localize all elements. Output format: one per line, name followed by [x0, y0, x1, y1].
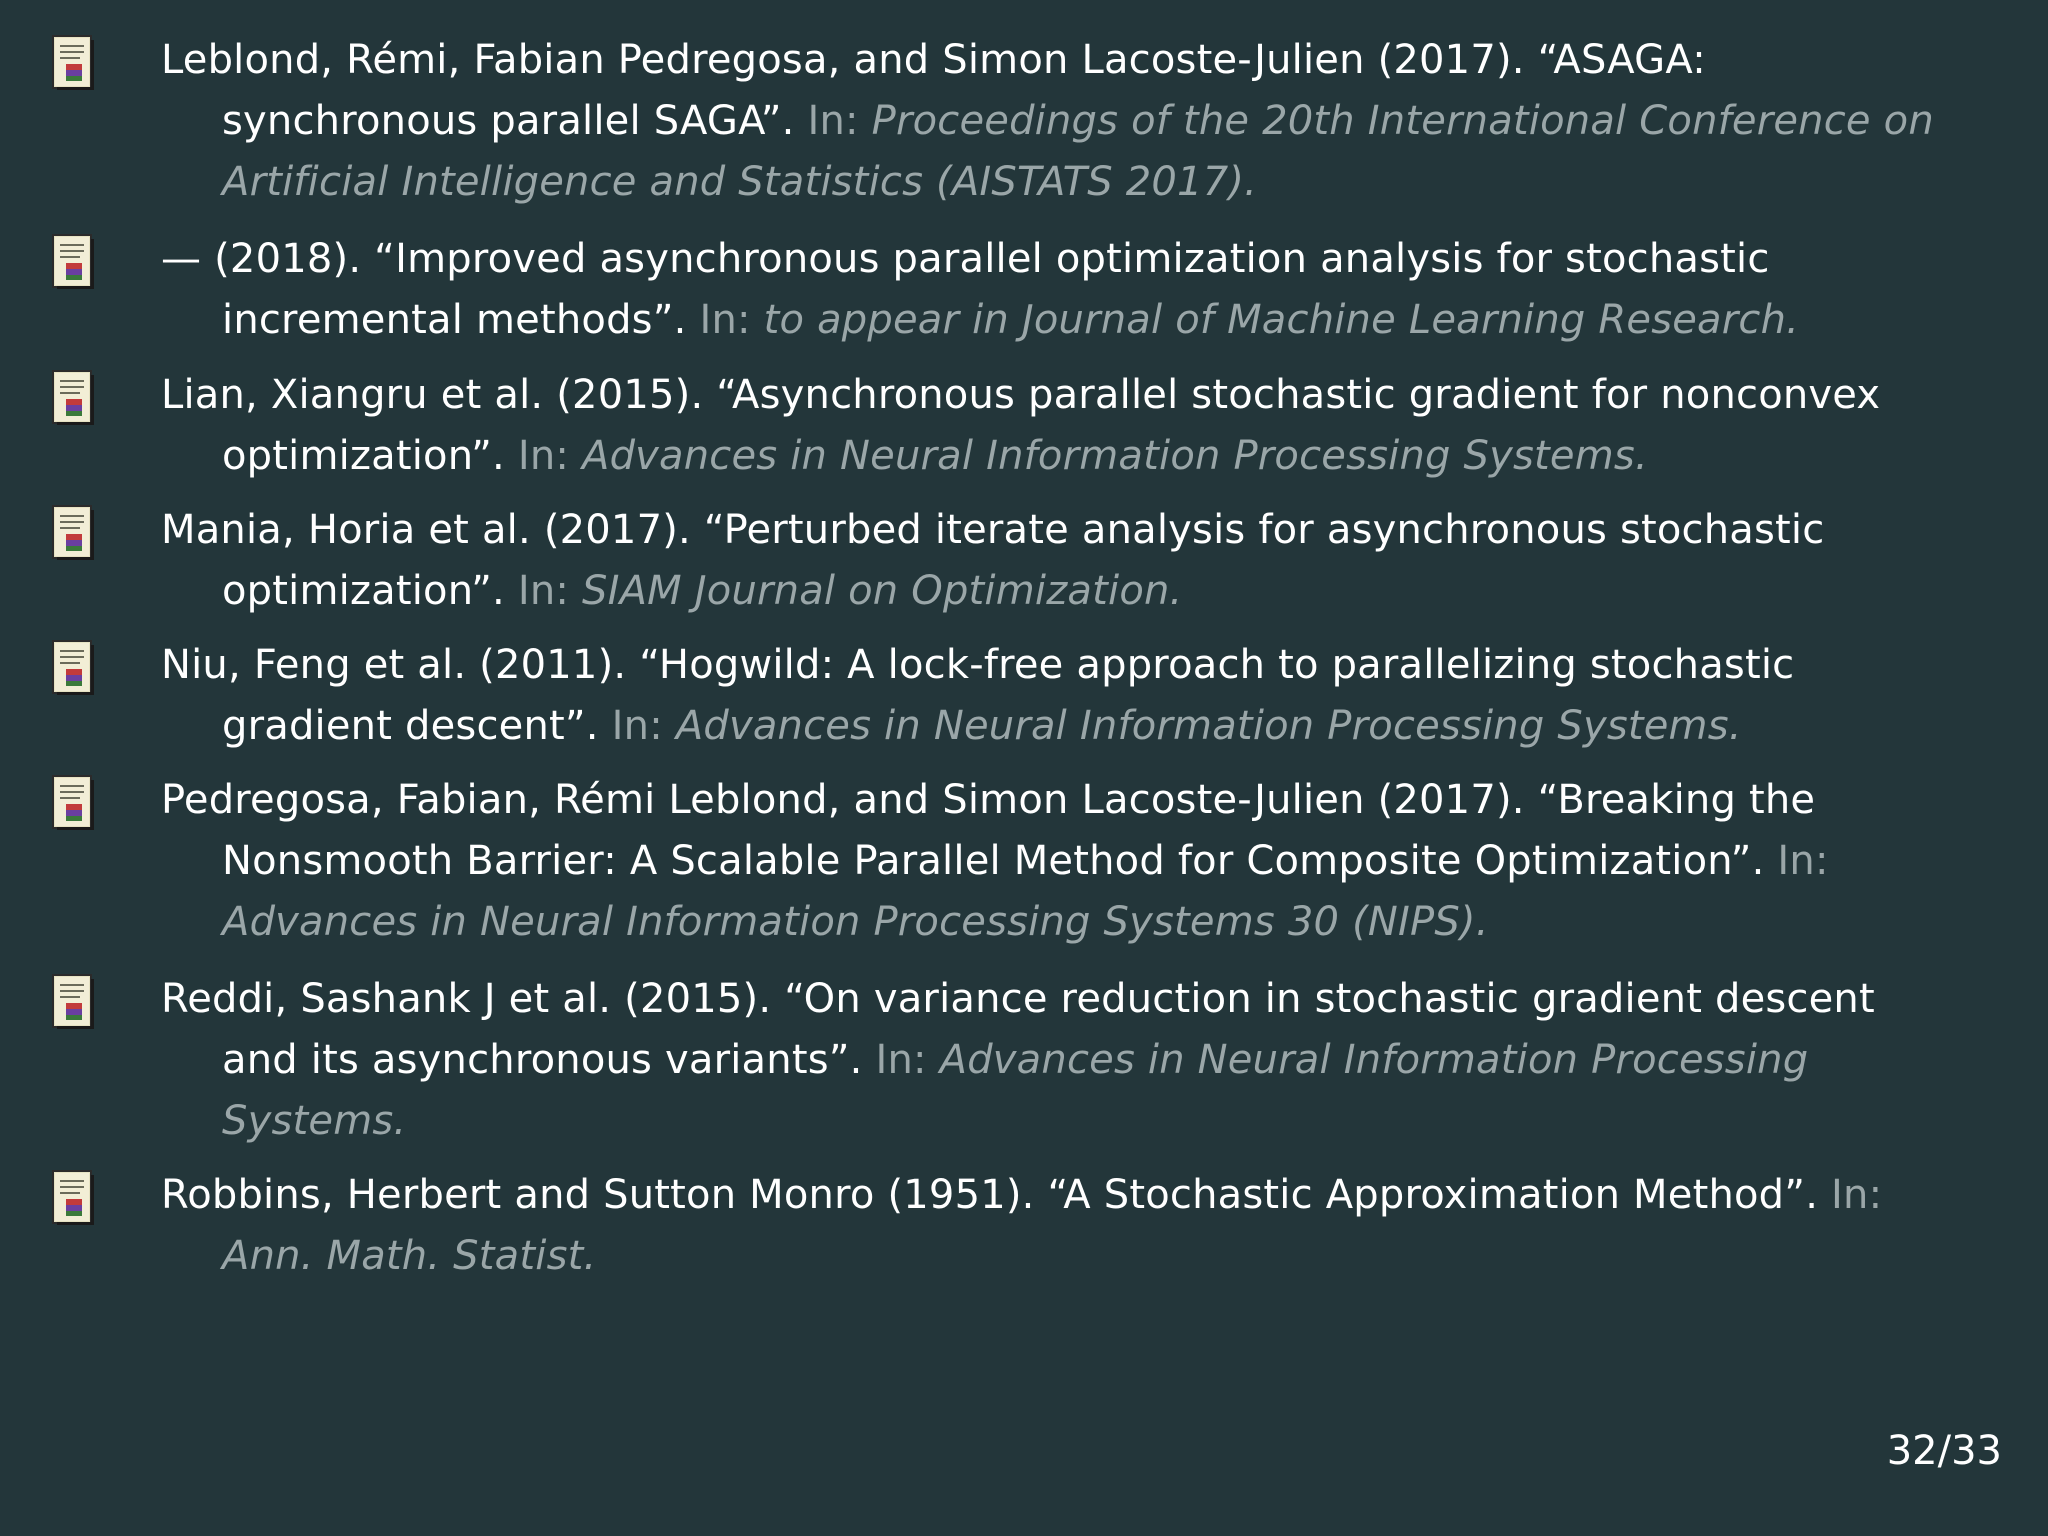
reference-authors: Niu, Feng et al. (2011).	[161, 642, 627, 688]
bibliography-article-icon	[52, 367, 98, 427]
bibliography-article-icon	[52, 637, 98, 697]
reference-in-label: In:	[875, 1037, 927, 1083]
reference-in-label: In:	[611, 703, 663, 749]
reference-authors: Mania, Horia et al. (2017).	[161, 507, 691, 553]
bibliography-article-icon	[52, 772, 98, 832]
reference-text	[161, 635, 1962, 757]
reference-text	[161, 500, 1962, 622]
reference-title: “On variance reduction in stochastic gradient descent and its asynchronous variants”.	[222, 976, 1875, 1083]
reference-in-label: In:	[1777, 838, 1829, 884]
bibliography-article-icon	[52, 502, 98, 562]
reference-text	[161, 770, 1962, 953]
reference-authors: Pedregosa, Fabian, Rémi Leblond, and Simon Lacoste-Julien (2017).	[161, 777, 1525, 823]
reference-venue: Proceedings of the 20th International Conference on Artificial Intelligence and Statistics (AISTATS 2017).	[222, 98, 1934, 205]
reference-title: “Hogwild: A lock-free approach to parallelizing stochastic gradient descent”.	[222, 642, 1795, 749]
reference-text	[161, 229, 1962, 351]
reference-venue: Advances in Neural Information Processing Systems.	[222, 1037, 1809, 1144]
bibliography-article-icon	[52, 32, 98, 92]
reference-title: “Breaking the Nonsmooth Barrier: A Scalable Parallel Method for Composite Optimization”.	[222, 777, 1816, 884]
reference-title: “ASAGA: synchronous parallel SAGA”.	[222, 37, 1706, 144]
reference-title: “Improved asynchronous parallel optimization analysis for stochastic incremental methods”.	[222, 236, 1770, 343]
reference-venue: Ann. Math. Statist.	[222, 1233, 597, 1279]
reference-title: “Asynchronous parallel stochastic gradient for nonconvex optimization”.	[222, 372, 1881, 479]
reference-venue: SIAM Journal on Optimization.	[582, 568, 1183, 614]
reference-text	[161, 1165, 1962, 1287]
reference-venue: Advances in Neural Information Processing Systems.	[675, 703, 1742, 749]
reference-authors: Robbins, Herbert and Sutton Monro (1951).	[161, 1172, 1035, 1218]
reference-in-label: In:	[517, 568, 570, 614]
bibliography-article-icon	[52, 1167, 98, 1227]
reference-in-label: In:	[807, 98, 859, 144]
page-number: 32/33	[1886, 1428, 2002, 1474]
reference-title: “Perturbed iterate analysis for asynchronous stochastic optimization”.	[222, 507, 1825, 614]
reference-venue: Advances in Neural Information Processing Systems.	[582, 433, 1648, 479]
reference-authors: Reddi, Sashank J et al. (2015).	[161, 976, 772, 1022]
reference-in-label: In:	[699, 297, 751, 343]
reference-title: “A Stochastic Approximation Method”.	[1047, 1172, 1819, 1218]
reference-text	[161, 969, 1962, 1152]
reference-authors: — (2018).	[161, 236, 362, 282]
reference-in-label: In:	[517, 433, 570, 479]
reference-authors: Lian, Xiangru et al. (2015).	[161, 372, 704, 418]
reference-venue: Advances in Neural Information Processing Systems 30 (NIPS).	[222, 899, 1489, 945]
reference-authors: Leblond, Rémi, Fabian Pedregosa, and Simon Lacoste-Julien (2017).	[161, 37, 1525, 83]
reference-text	[161, 30, 1962, 213]
reference-in-label: In:	[1831, 1172, 1883, 1218]
bibliography-article-icon	[52, 971, 98, 1031]
reference-text	[161, 365, 1962, 487]
reference-venue: to appear in Journal of Machine Learning Research.	[763, 297, 1800, 343]
bibliography-article-icon	[52, 231, 98, 291]
